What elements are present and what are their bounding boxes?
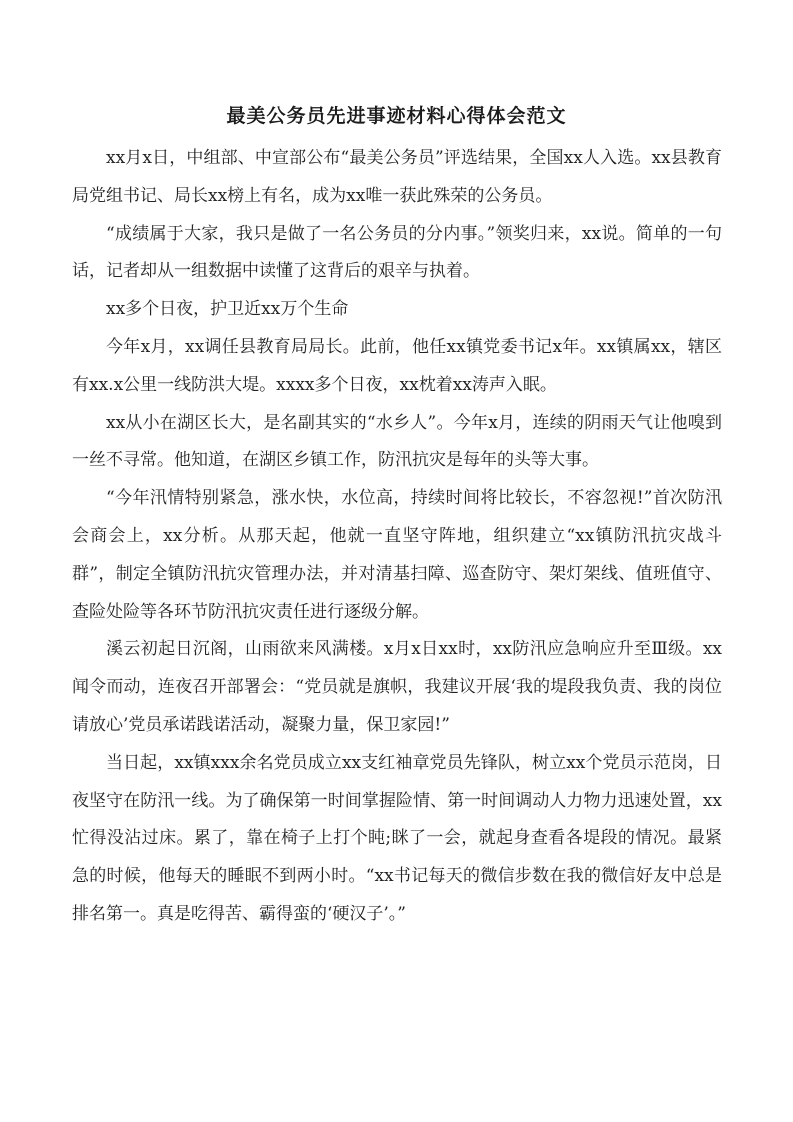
- paragraph-5: “今年汛情特别紧急，涨水快，水位高，持续时间将比较长，不容忽视!”首次防汛会商会上，xx分析。从那天起，他就一直坚守阵地，组织建立“xx镇防汛抗灾战斗群”，制定全镇防汛抗灾管理办法，并对清基扫障、巡查防守、架灯架线、值班值守、查险处险等各环节防汛抗灾责任进行逐级分解。: [72, 488, 722, 622]
- paragraph-2: “成绩属于大家，我只是做了一名公务员的分内事。”领奖归来，xx说。简单的一句话，记者却从一组数据中读懂了这背后的艰辛与执着。: [72, 223, 722, 282]
- paragraph-3: 今年x月，xx调任县教育局局长。此前，他任xx镇党委书记x年。xx镇属xx，辖区有xx.x公里一线防洪大堤。xxxx多个日夜，xx枕着xx涛声入眠。: [72, 336, 722, 395]
- document-title: 最美公务员先进事迹材料心得体会范文: [226, 105, 567, 127]
- paragraph-1: xx月x日，中组部、中宣部公布“最美公务员”评选结果，全国xx人入选。xx县教育局党组书记、局长xx榜上有名，成为xx唯一获此殊荣的公务员。: [72, 148, 722, 206]
- paragraph-4: xx从小在湖区长大，是名副其实的“水乡人”。今年x月，连续的阴雨天气让他嗅到一丝不寻常。他知道，在湖区乡镇工作，防汛抗灾是每年的头等大事。: [72, 412, 722, 471]
- document-body: [72, 140, 722, 934]
- section-subheading: xx多个日夜，护卫近xx万个生命: [106, 299, 349, 320]
- paragraph-6: 溪云初起日沉阁，山雨欲来风满楼。x月x日xx时，xx防汛应急响应升至Ⅲ级。xx闻令而动，连夜召开部署会：“党员就是旗帜，我建议开展‘我的堤段我负责、我的岗位请放心’党员承诺践诺活动，凝聚力量，保卫家园!”: [72, 639, 722, 735]
- paragraph-7: 当日起，xx镇xxx余名党员成立xx支红袖章党员先锋队，树立xx个党员示范岗，日夜坚守在防汛一线。为了确保第一时间掌握险情、第一时间调动人力物力迅速处置，xx忙得没沾过床。累了，靠在椅子上打个盹;眯了一会，就起身查看各堤段的情况。最紧急的时候，他每天的睡眠不到两小时。“xx书记每天的微信步数在我的微信好友中总是排名第一。真是吃得苦、霸得蛮的‘硬汉子’。”: [72, 752, 722, 924]
